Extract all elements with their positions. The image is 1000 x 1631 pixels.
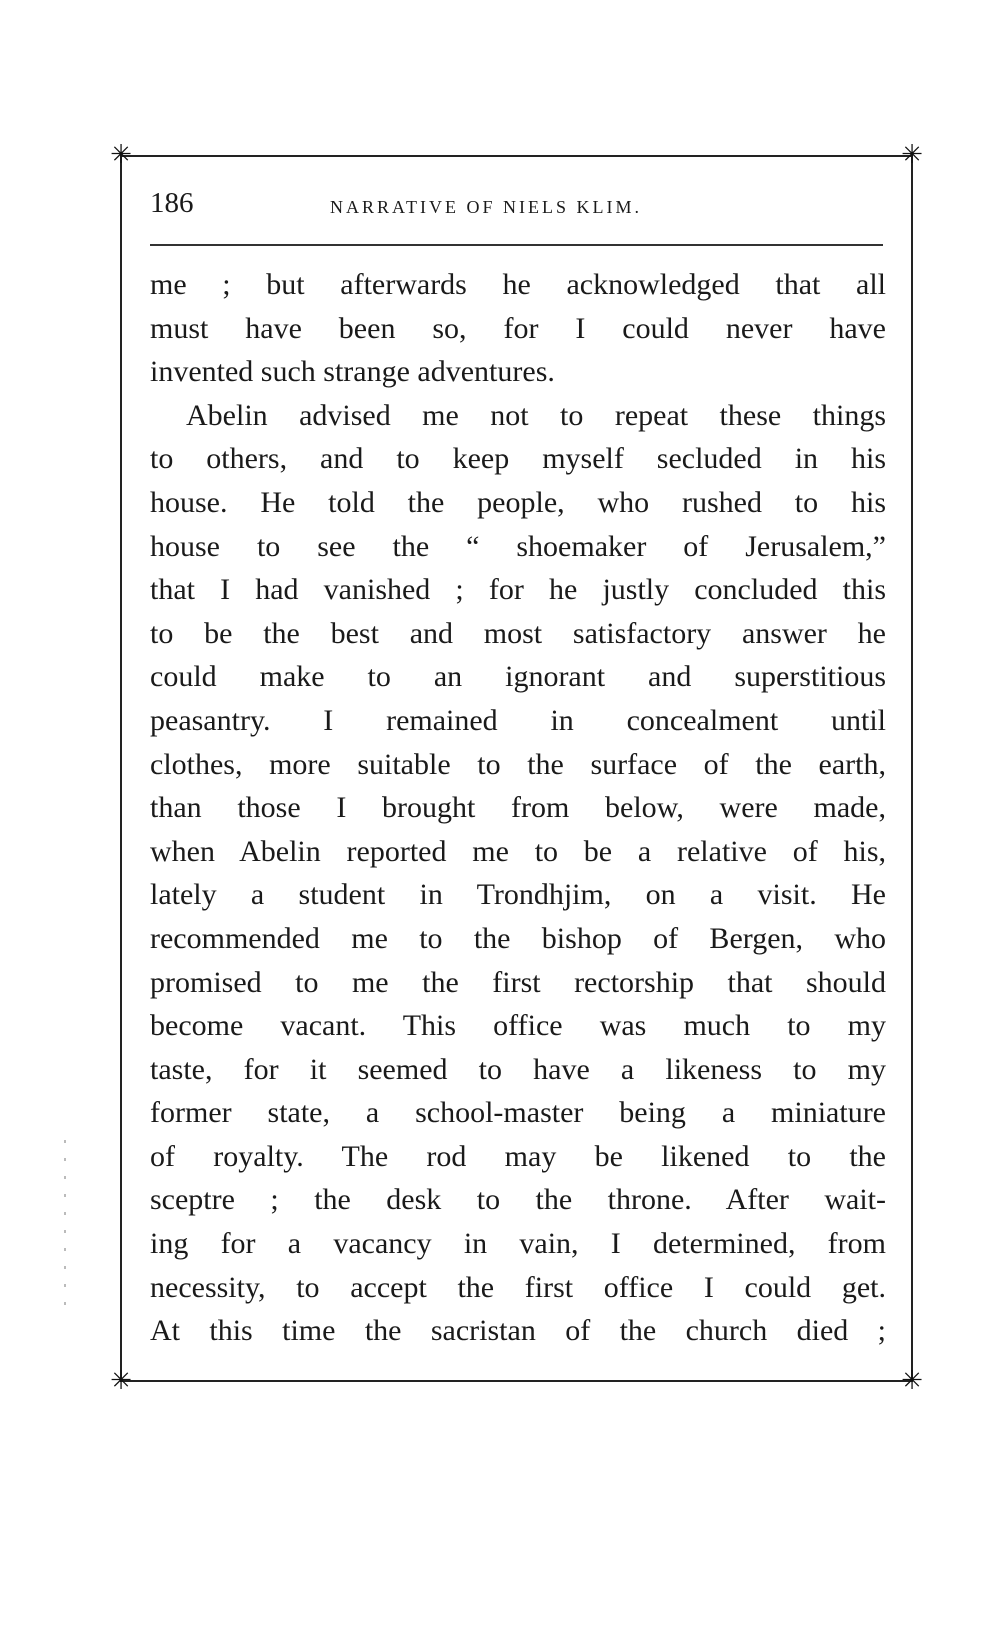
text-line: former state, a school-master being a miniature [150,1096,886,1130]
frame-bottom-rule [122,1380,912,1382]
frame-top-rule [122,155,912,157]
page-header [150,186,888,226]
text-line: invented such strange adventures. [150,355,555,389]
text-line: to others, and to keep myself secluded in his [150,442,886,476]
text-line: recommended me to the bishop of Bergen, who [150,921,886,955]
text-line: must have been so, for I could never have [150,311,886,345]
text-line: Abelin advised me not to repeat these things [186,398,886,432]
text-line: peasantry. I remained in concealment until [150,703,886,737]
corner-ornament-top-right: ✳ [901,140,923,170]
text-line: taste, for it seemed to have a likeness to my [150,1052,886,1086]
text-line: clothes, more suitable to the surface of the earth, [150,747,886,781]
frame-left-rule [120,155,122,1382]
text-line: become vacant. This office was much to my [150,1009,886,1043]
running-head: NARRATIVE OF NIELS KLIM. [330,197,642,217]
text-line: sceptre ; the desk to the throne. After wait- [150,1183,886,1217]
margin-scan-marks [64,1140,66,1320]
header-rule [150,244,883,246]
text-line: necessity, to accept the first office I could get. [150,1270,886,1304]
text-line: that I had vanished ; for he justly concluded this [150,573,886,607]
text-line: At this time the sacristan of the church died ; [150,1314,886,1348]
corner-ornament-bottom-right: ✳ [901,1366,923,1396]
page-number: 186 [150,187,194,219]
text-line: than those I brought from below, were made, [150,791,886,825]
text-line: to be the best and most satisfactory answer he [150,616,886,650]
text-line: me ; but afterwards he acknowledged that all [150,268,886,301]
body-text [150,263,886,1353]
text-line: could make to an ignorant and superstitious [150,660,886,694]
text-line: lately a student in Trondhjim, on a visit. He [150,878,886,912]
corner-ornament-top-left: ✳ [110,140,132,170]
text-line: of royalty. The rod may be likened to the [150,1139,886,1173]
text-line: when Abelin reported me to be a relative of his, [150,834,886,868]
text-line: ing for a vacancy in vain, I determined, from [150,1227,886,1261]
text-line: house. He told the people, who rushed to his [150,485,886,519]
frame-right-rule [911,155,913,1382]
corner-ornament-bottom-left: ✳ [110,1366,132,1396]
text-line: house to see the “ shoemaker of Jerusalem,” [150,529,886,563]
text-line: promised to me the first rectorship that should [150,965,886,999]
